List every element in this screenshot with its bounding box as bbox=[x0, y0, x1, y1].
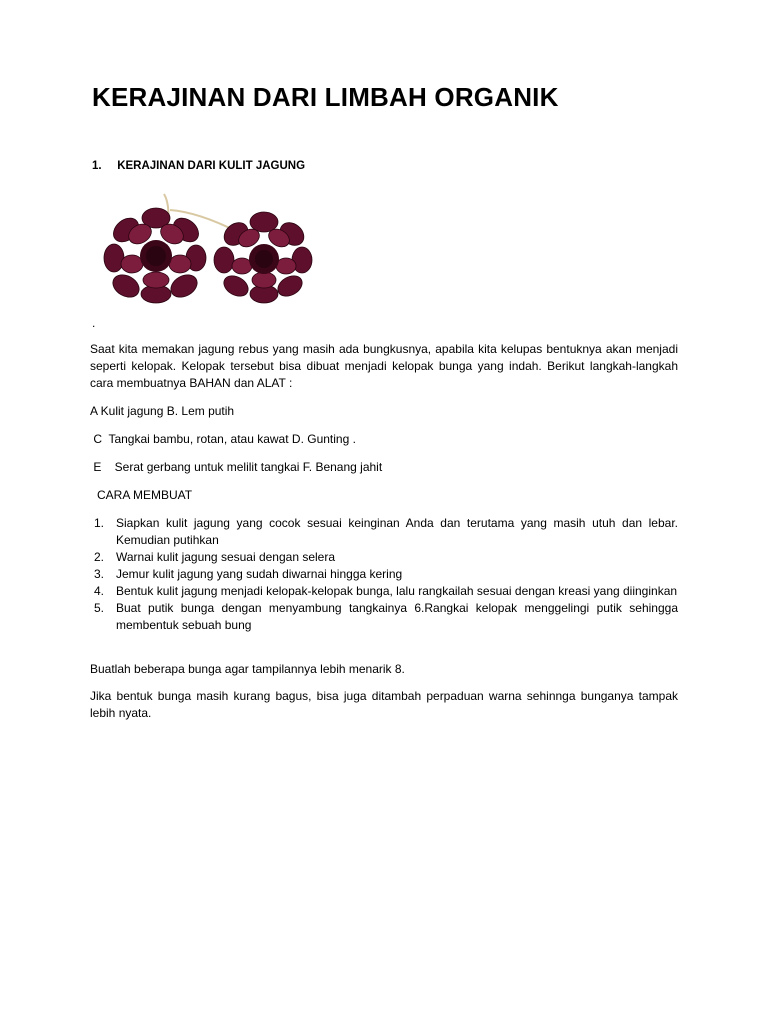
step-number: 3. bbox=[94, 567, 105, 581]
step-number: 1. bbox=[94, 516, 105, 530]
method-heading: CARA MEMBUAT bbox=[97, 488, 193, 502]
step-text: Warnai kulit jagung sesuai dengan selera bbox=[116, 550, 336, 564]
stray-period: . bbox=[92, 316, 96, 330]
document-title: KERAJINAN DARI LIMBAH ORGANIK bbox=[92, 82, 559, 112]
step-item bbox=[90, 515, 678, 549]
section-heading-text: KERAJINAN DARI KULIT JAGUNG bbox=[117, 160, 306, 172]
step-item bbox=[90, 549, 678, 566]
step-number: 5. bbox=[94, 601, 105, 615]
flower-right bbox=[214, 212, 312, 303]
materials-line-3: E Serat gerbang untuk melilit tangkai F. Benang jahit bbox=[90, 460, 383, 474]
step-text: Jemur kulit jagung yang sudah diwarnai hingga kering bbox=[116, 567, 403, 581]
closing-line-1: Buatlah beberapa bunga agar tampilannya lebih menarik 8. bbox=[90, 662, 405, 676]
step-item bbox=[90, 600, 678, 634]
section-number: 1. bbox=[92, 160, 102, 172]
step-number: 2. bbox=[94, 550, 105, 564]
step-text: Bentuk kulit jagung menjadi kelopak-kelopak bunga, lalu rangkailah sesuai dengan kreasi yang diinginkan bbox=[116, 584, 678, 598]
step-item bbox=[90, 566, 678, 583]
materials-line-1: A Kulit jagung B. Lem putih bbox=[90, 404, 235, 418]
intro-paragraph: Saat kita memakan jagung rebus yang masih ada bungkusnya, apabila kita kelupas bentuknya akan menjadi seperti kelopak. Kelopak tersebut bisa dibuat menjadi kelopak bunga yang indah. Berikut langkah-langkah cara membuatnya BAHAN dan ALAT : bbox=[90, 342, 678, 390]
closing-paragraph: Jika bentuk bunga masih kurang bagus, bisa juga ditambah perpaduan warna sehinnga bunganya tampak lebih nyata. bbox=[90, 689, 678, 720]
step-item bbox=[90, 583, 678, 600]
steps-list bbox=[90, 515, 678, 634]
section-heading bbox=[92, 160, 305, 172]
corn-husk-flowers-image bbox=[98, 190, 322, 306]
step-number: 4. bbox=[94, 584, 105, 598]
step-text: Siapkan kulit jagung yang cocok sesuai keinginan Anda dan terutama yang masih utuh dan lebar. Kemudian putihkan bbox=[116, 516, 678, 547]
materials-line-2: C Tangkai bambu, rotan, atau kawat D. Gunting . bbox=[90, 432, 356, 446]
step-text: Buat putik bunga dengan menyambung tangkainya 6.Rangkai kelopak menggelingi putik sehingga membentuk sebuah bung bbox=[116, 601, 678, 632]
flower-left bbox=[104, 208, 206, 303]
